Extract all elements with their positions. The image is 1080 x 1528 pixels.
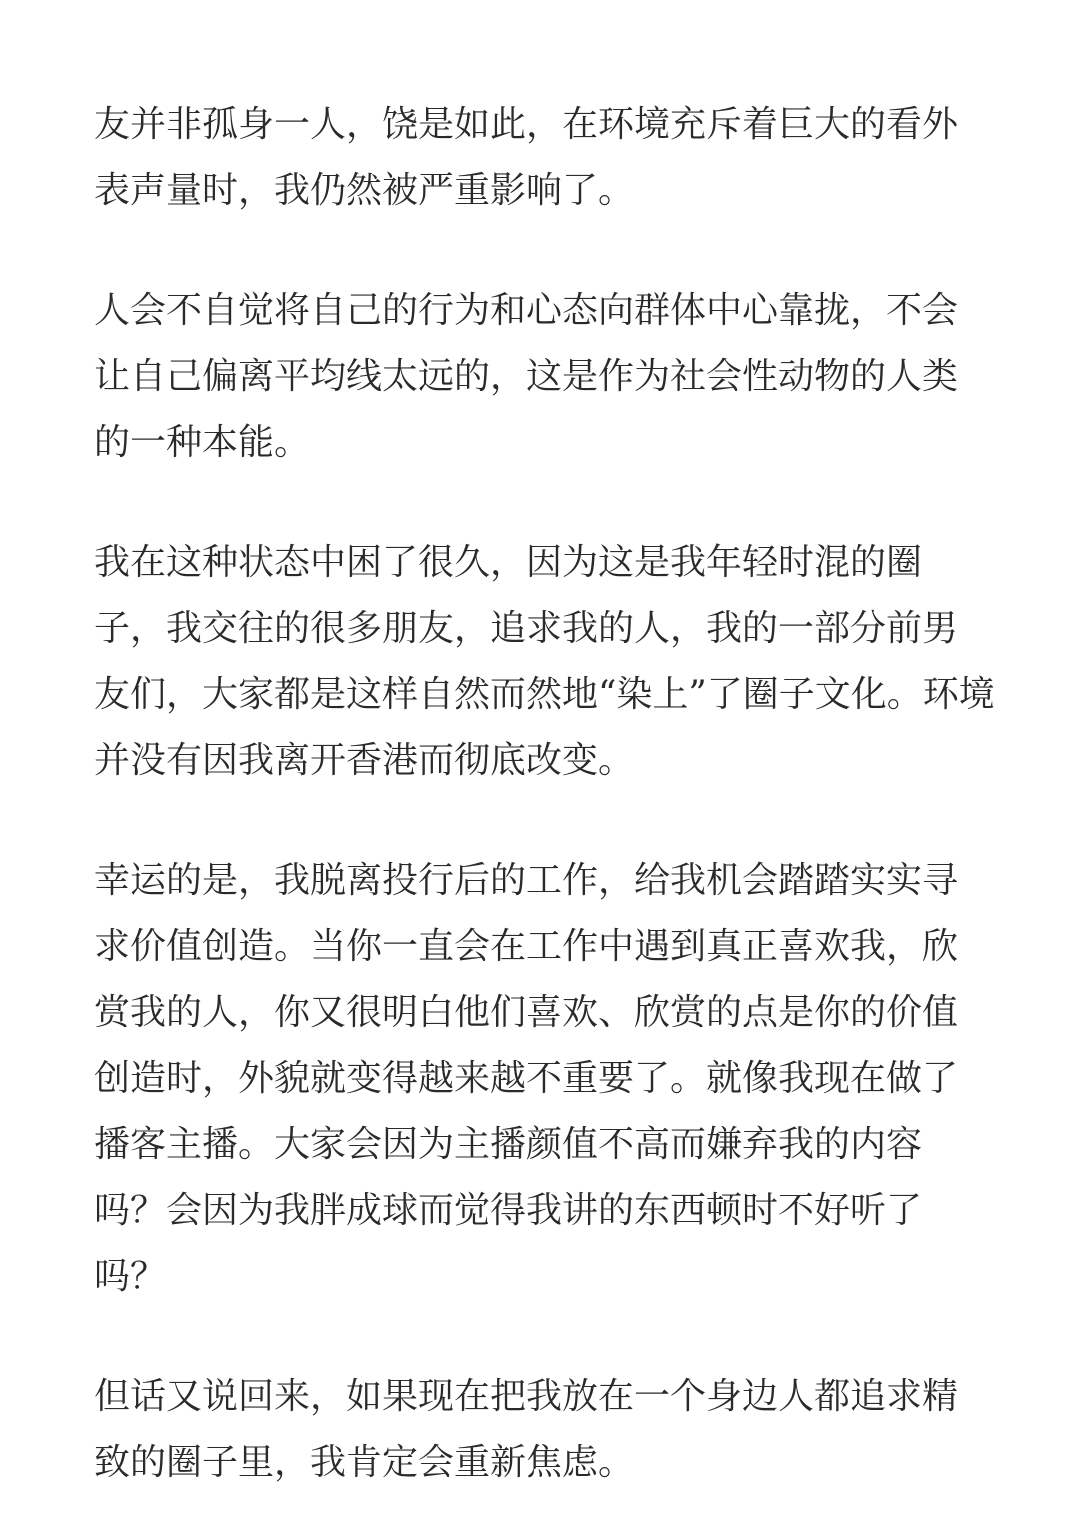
paragraph	[94, 848, 994, 1310]
text-line: 友并非孤身一人，饶是如此，在环境充斥着巨大的看外	[94, 104, 959, 145]
text-line: 友们，大家都是这样自然而然地“染上”了圈子文化。环境	[94, 674, 995, 715]
paragraph	[94, 92, 994, 224]
text-line: 表声量时，我仍然被严重影响了。	[94, 170, 635, 211]
text-line: 但话又说回来，如果现在把我放在一个身边人都追求精	[94, 1376, 959, 1417]
paragraph	[94, 530, 994, 794]
text-line: 子，我交往的很多朋友，追求我的人，我的一部分前男	[94, 608, 959, 649]
text-line: 吗？会因为我胖成球而觉得我讲的东西顿时不好听了	[94, 1190, 923, 1231]
paragraph	[94, 278, 994, 476]
text-line: 人会不自觉将自己的行为和心态向群体中心靠拢，不会	[94, 290, 959, 331]
text-line: 致的圈子里，我肯定会重新焦虑。	[94, 1442, 635, 1483]
text-line: 我在这种状态中困了很久，因为这是我年轻时混的圈	[94, 542, 923, 583]
text-line: 播客主播。大家会因为主播颜值不高而嫌弃我的内容	[94, 1124, 923, 1165]
text-line: 的一种本能。	[94, 422, 311, 463]
paragraph	[94, 1364, 994, 1496]
text-line: 求价值创造。当你一直会在工作中遇到真正喜欢我，欣	[94, 926, 959, 967]
article-body	[94, 92, 994, 1496]
text-line: 让自己偏离平均线太远的，这是作为社会性动物的人类	[94, 356, 959, 397]
text-line: 赏我的人，你又很明白他们喜欢、欣赏的点是你的价值	[94, 992, 959, 1033]
text-line: 幸运的是，我脱离投行后的工作，给我机会踏踏实实寻	[94, 860, 959, 901]
text-line: 并没有因我离开香港而彻底改变。	[94, 740, 635, 781]
text-line: 创造时，外貌就变得越来越不重要了。就像我现在做了	[94, 1058, 959, 1099]
text-line: 吗？	[94, 1256, 167, 1297]
